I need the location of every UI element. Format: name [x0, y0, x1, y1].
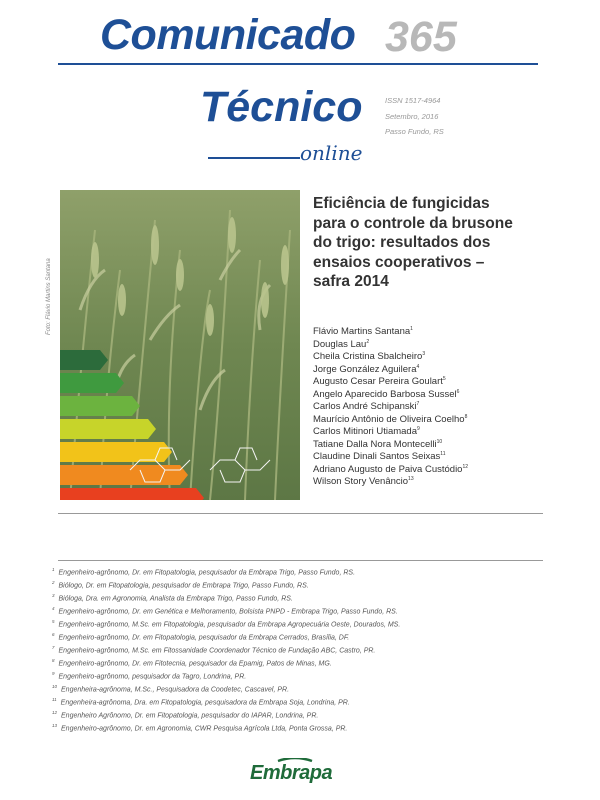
publication-place: Passo Fundo, RS — [385, 127, 444, 136]
header-divider — [58, 63, 538, 65]
series-title-tecnico: Técnico — [200, 83, 363, 131]
footnote: $^{12}$ Engenheiro Agrônomo, Dr. em Fitopatologia, pesquisador do IAPAR, Londrina, PR. — [52, 710, 319, 720]
footnote: $^{13}$ Engenheiro-agrônomo, Dr. em Agronomia, CWR Pesquisa Agrícola Ltda, Ponta Grossa, PR. — [52, 723, 348, 733]
author: Jorge González Aguilera$^4$ — [313, 363, 420, 375]
title-line: safra 2014 — [313, 273, 389, 290]
author: Carlos Mitinori Utiamada$^9$ — [313, 426, 420, 438]
author: Douglas Lau$^2$ — [313, 338, 370, 350]
footnote: $^1$ Engenheiro-agrônomo, Dr. em Fitopatologia, pesquisador da Embrapa Trigo, Passo Fundo, RS. — [52, 567, 356, 577]
publication-date: Setembro, 2016 — [385, 112, 439, 121]
photo-credit-text: Foto: Flávio Martins Santana — [46, 258, 52, 335]
embrapa-logo — [250, 758, 350, 788]
footnote: $^2$ Biólogo, Dr. em Fitopatologia, pesquisador de Embrapa Trigo, Passo Fundo, RS. — [52, 580, 309, 590]
footnote-divider — [58, 560, 543, 561]
author: Cheila Cristina Sbalcheiro$^3$ — [313, 351, 426, 363]
footnote: $^{10}$ Engenheira-agrônoma, M.Sc., Pesquisadora da Coodetec, Cascavel, PR. — [52, 684, 290, 694]
footnote: $^5$ Engenheiro-agrônomo, M.Sc. em Fitopatologia, pesquisador da Embrapa Agropecuária Oeste, Dourados, MS. — [52, 619, 401, 629]
photo-credit — [46, 195, 56, 335]
cover-photo — [60, 190, 300, 500]
logo-text: Embrapa — [250, 762, 333, 784]
author: Angelo Aparecido Barbosa Sussel$^6$ — [313, 388, 460, 400]
author: Carlos André Schipanski$^7$ — [313, 401, 420, 413]
author: Adriano Augusto de Paiva Custódio$^{12}$ — [313, 463, 469, 475]
author: Claudine Dinali Santos Seixas$^{11}$ — [313, 451, 446, 463]
issue-number: 365 — [385, 13, 457, 61]
author: Maurício Antônio de Oliveira Coelho$^8$ — [313, 413, 468, 425]
author: Flávio Martins Santana$^1$ — [313, 326, 413, 338]
title-line: ensaios cooperativos – — [313, 253, 485, 271]
issn: ISSN 1517-4964 — [385, 96, 441, 105]
title-line: Eficiência de fungicidas — [313, 195, 490, 212]
series-title-comunicado: Comunicado — [100, 11, 356, 59]
online-rule — [208, 157, 300, 159]
wheat-field-image — [60, 190, 300, 500]
footnote: $^9$ Engenheiro-agrônomo, pesquisador da Tagro, Londrina, PR. — [52, 671, 247, 681]
footnote: $^4$ Engenheiro-agrônomo, Dr. em Genética e Melhoramento, Bolsista PNPD - Embrapa Trigo, Passo Fundo, RS. — [52, 606, 398, 616]
section-divider — [58, 513, 543, 514]
author: Wilson Story Venâncio$^{13}$ — [313, 476, 414, 488]
document-title — [313, 194, 553, 292]
footnote: $^6$ Engenheiro-agrônomo, Dr. em Fitopatologia, pesquisador da Embrapa Cerrados, Brasília, DF. — [52, 632, 350, 642]
title-line: do trigo: resultados dos — [313, 234, 491, 251]
author: Augusto Cesar Pereira Goulart$^5$ — [313, 376, 446, 388]
footnote: $^7$ Engenheiro-agrônomo, M.Sc. em Fitossanidade Coordenador Técnico de Fundação ABC, Castro, PR. — [52, 645, 376, 655]
footnote: $^3$ Bióloga, Dra. em Agronomia, Analista da Embrapa Trigo, Passo Fundo, RS. — [52, 593, 293, 603]
title-line: para o controle da brusone — [313, 214, 513, 232]
online-label: online — [300, 141, 363, 165]
footnote: $^{11}$ Engenheira-agrônoma, Dra. em Fitopatologia, pesquisadora da Embrapa Soja, Londrina, PR. — [52, 697, 350, 707]
author: Tatiane Dalla Nora Montecelli$^{10}$ — [313, 438, 443, 450]
footnote: $^8$ Engenheiro-agrônomo, Dr. em Fitotecnia, pesquisador da Epamig, Patos de Minas, MG. — [52, 658, 332, 668]
